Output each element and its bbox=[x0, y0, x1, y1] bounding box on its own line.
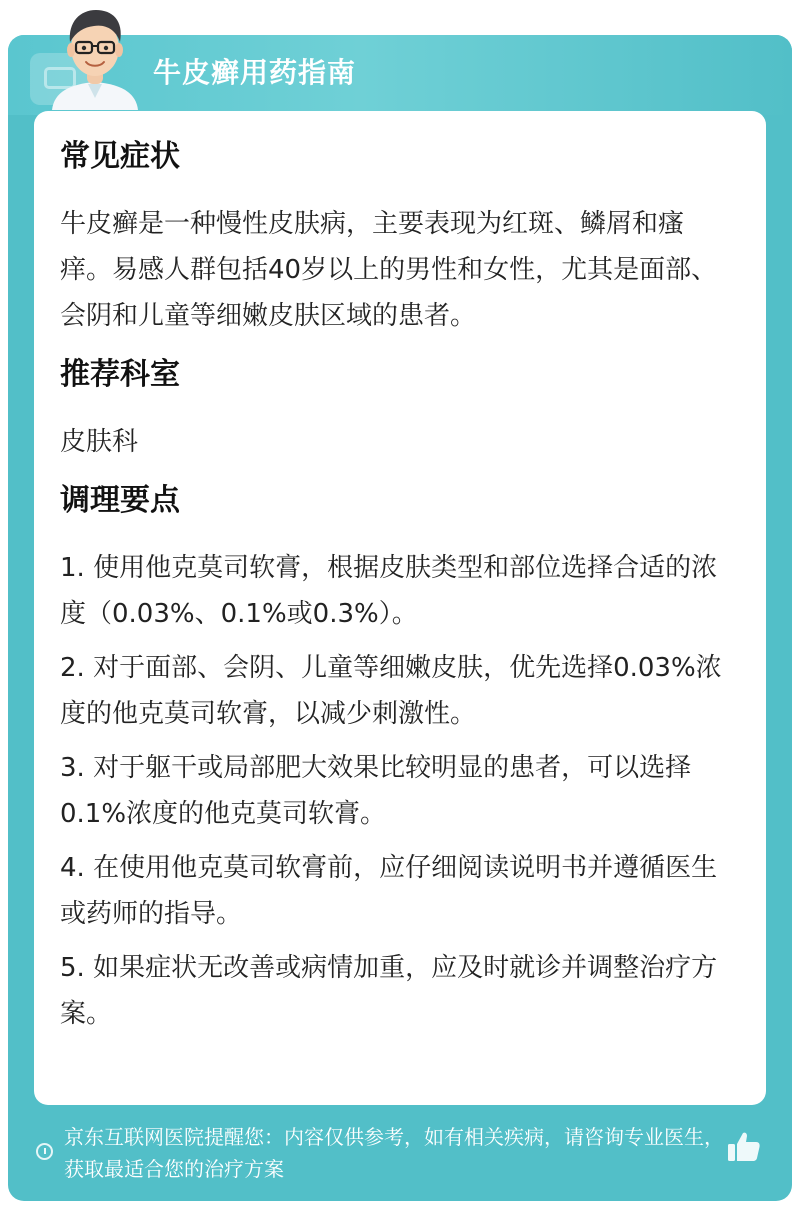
section-department bbox=[60, 353, 730, 465]
section-title-care: 调理要点 bbox=[60, 483, 180, 518]
care-item: 2. 对于面部、会阴、儿童等细嫩皮肤，优先选择0.03%浓度的他克莫司软膏，以减少刺激性。 bbox=[60, 653, 722, 729]
care-item: 1. 使用他克莫司软膏，根据皮肤类型和部位选择合适的浓度（0.03%、0.1%或0.3%）。 bbox=[60, 553, 718, 629]
department-text: 皮肤科 bbox=[60, 427, 139, 457]
section-care bbox=[60, 479, 730, 1037]
care-item: 5. 如果症状无改善或病情加重，应及时就诊并调整治疗方案。 bbox=[60, 953, 718, 1029]
section-symptoms bbox=[60, 135, 730, 339]
guide-frame bbox=[8, 35, 792, 1201]
info-icon bbox=[36, 1143, 53, 1160]
care-list bbox=[60, 545, 730, 1037]
thumbs-up-icon[interactable] bbox=[726, 1129, 762, 1165]
disclaimer-text: 京东互联网医院提醒您：内容仅供参考，如有相关疾病，请咨询专业医生，获取最适合您的治疗方案 bbox=[64, 1125, 724, 1181]
content-card bbox=[34, 111, 766, 1105]
section-title-department: 推荐科室 bbox=[60, 357, 180, 392]
section-title-symptoms: 常见症状 bbox=[60, 139, 180, 174]
care-item: 3. 对于躯干或局部肥大效果比较明显的患者，可以选择0.1%浓度的他克莫司软膏。 bbox=[60, 753, 692, 829]
doctor-avatar-icon bbox=[40, 0, 150, 110]
page-title: 牛皮癣用药指南 bbox=[153, 56, 357, 89]
care-item: 4. 在使用他克莫司软膏前，应仔细阅读说明书并遵循医生或药师的指导。 bbox=[60, 853, 718, 929]
symptoms-text: 牛皮癣是一种慢性皮肤病，主要表现为红斑、鳞屑和瘙痒。易感人群包括40岁以上的男性和女性，尤其是面部、会阴和儿童等细嫩皮肤区域的患者。 bbox=[60, 209, 718, 331]
